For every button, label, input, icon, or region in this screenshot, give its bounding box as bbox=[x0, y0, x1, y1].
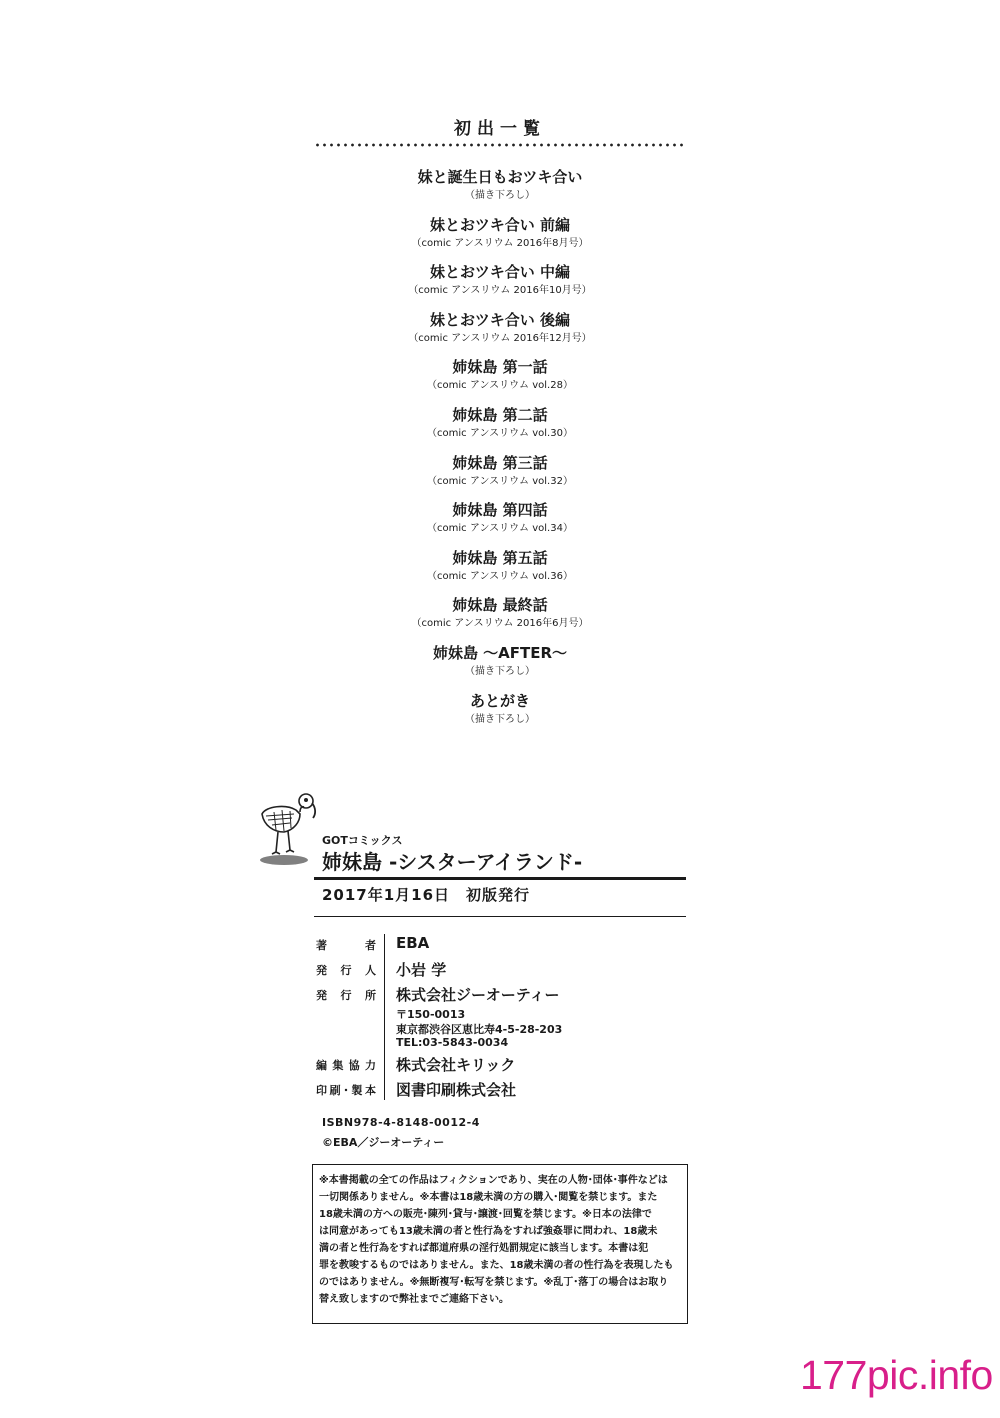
watermark: 177pic.info bbox=[800, 1352, 993, 1398]
telephone: TEL:03-5843-0034 bbox=[396, 1036, 509, 1049]
toc-source: （comic アンスリウム vol.30） bbox=[427, 427, 573, 439]
toc-source: （comic アンスリウム vol.28） bbox=[427, 380, 573, 392]
publication-date: 2017年1月16日 初版発行 bbox=[322, 886, 531, 904]
credit-key: 印刷･製本 bbox=[316, 1084, 376, 1097]
credit-value: 株式会社キリック bbox=[396, 1056, 516, 1074]
legal-notice: ※本書掲載の全ての作品はフィクションであり、実在の人物･団体･事件などは 一切関係ありません。※本書は18歳未満の方の購入･閲覧を禁じます。また 18歳未満の方への販売･陳列･貸与･譲渡･回覧を禁じます。※日本の法律で は同意があっても13歳未満の者と性行為をすれば強姦罪に問われ、18歳未 満の者と性行為をすれば都道府県の淫行処罰規定に該当します。本書は犯 罪を教唆するものではありません。また、18歳未満の者の性行為を表現したも のではありません。※無断複写･転写を禁じます。※乱丁･落丁の場合はお取り 替え致しますので弊社までご連絡下さい。 bbox=[312, 1164, 688, 1324]
date-rule bbox=[314, 916, 686, 917]
toc-entry bbox=[300, 642, 700, 690]
credit-key: 編集協力 bbox=[316, 1059, 376, 1072]
toc-title: あとがき bbox=[469, 691, 530, 710]
dotted-divider bbox=[314, 143, 684, 147]
toc-source: （comic アンスリウム 2016年12月号） bbox=[408, 332, 592, 344]
toc-source: （comic アンスリウム vol.36） bbox=[427, 570, 573, 582]
toc-heading: 初出一覧 bbox=[454, 119, 546, 139]
toc-title: 姉妹島 第三話 bbox=[452, 453, 548, 472]
toc-entry bbox=[300, 594, 700, 642]
toc-entry bbox=[300, 547, 700, 595]
toc-title: 姉妹島 最終話 bbox=[452, 596, 548, 615]
toc-title: 妹と誕生日もおツキ合い bbox=[417, 168, 583, 186]
toc-source: （comic アンスリウム vol.34） bbox=[427, 523, 573, 535]
toc-source: （comic アンスリウム vol.32） bbox=[427, 475, 573, 487]
isbn: ISBN978-4-8148-0012-4 bbox=[322, 1116, 480, 1129]
toc-entry bbox=[300, 690, 700, 738]
toc-title: 姉妹島 第五話 bbox=[452, 548, 548, 567]
toc-source: （comic アンスリウム 2016年6月号） bbox=[411, 618, 589, 630]
toc-title: 姉妹島 第四話 bbox=[452, 501, 548, 520]
credit-value: EBA bbox=[396, 934, 430, 952]
credit-value: 図書印刷株式会社 bbox=[396, 1081, 517, 1099]
toc-entry bbox=[300, 214, 700, 262]
toc-title: 妹とおツキ合い 後編 bbox=[430, 310, 570, 329]
title-rule bbox=[314, 877, 686, 880]
credit-key: 発行人 bbox=[316, 964, 376, 977]
toc-title: 姉妹島 第一話 bbox=[452, 358, 548, 377]
toc-entry bbox=[300, 356, 700, 404]
toc-source: （描き下ろし） bbox=[465, 665, 535, 677]
toc-title: 姉妹島 〜AFTER〜 bbox=[432, 643, 568, 662]
toc-title: 妹とおツキ合い 前編 bbox=[430, 215, 570, 234]
toc-source: （comic アンスリウム 2016年8月号） bbox=[411, 237, 589, 249]
credits-divider bbox=[384, 934, 385, 1100]
toc-source: （描き下ろし） bbox=[465, 713, 535, 725]
imprint-label: GOTコミックス bbox=[322, 834, 403, 847]
toc-source: （comic アンスリウム 2016年10月号） bbox=[408, 285, 592, 297]
toc-entry bbox=[300, 452, 700, 500]
bird-logo-icon bbox=[250, 790, 330, 870]
toc-title: 妹とおツキ合い 中編 bbox=[430, 263, 570, 282]
credit-key: 発行所 bbox=[316, 989, 376, 1002]
toc-title: 姉妹島 第二話 bbox=[452, 405, 548, 424]
toc-entry bbox=[300, 404, 700, 452]
toc-list bbox=[300, 166, 700, 737]
address: 東京都渋谷区恵比寿4-5-28-203 bbox=[396, 1023, 563, 1036]
toc-entry bbox=[300, 261, 700, 309]
book-title: 姉妹島 -シスターアイランド- bbox=[322, 850, 583, 874]
postal-code: 〒150-0013 bbox=[396, 1008, 466, 1021]
credit-value: 小岩 学 bbox=[396, 961, 447, 979]
toc-entry bbox=[300, 499, 700, 547]
copyright: ©EBA／ジーオーティー bbox=[322, 1136, 445, 1149]
credit-key: 著者 bbox=[316, 939, 376, 952]
toc-entry bbox=[300, 309, 700, 357]
credit-value: 株式会社ジーオーティー bbox=[396, 986, 560, 1004]
toc-entry bbox=[300, 166, 700, 214]
toc-source: （描き下ろし） bbox=[465, 190, 535, 201]
